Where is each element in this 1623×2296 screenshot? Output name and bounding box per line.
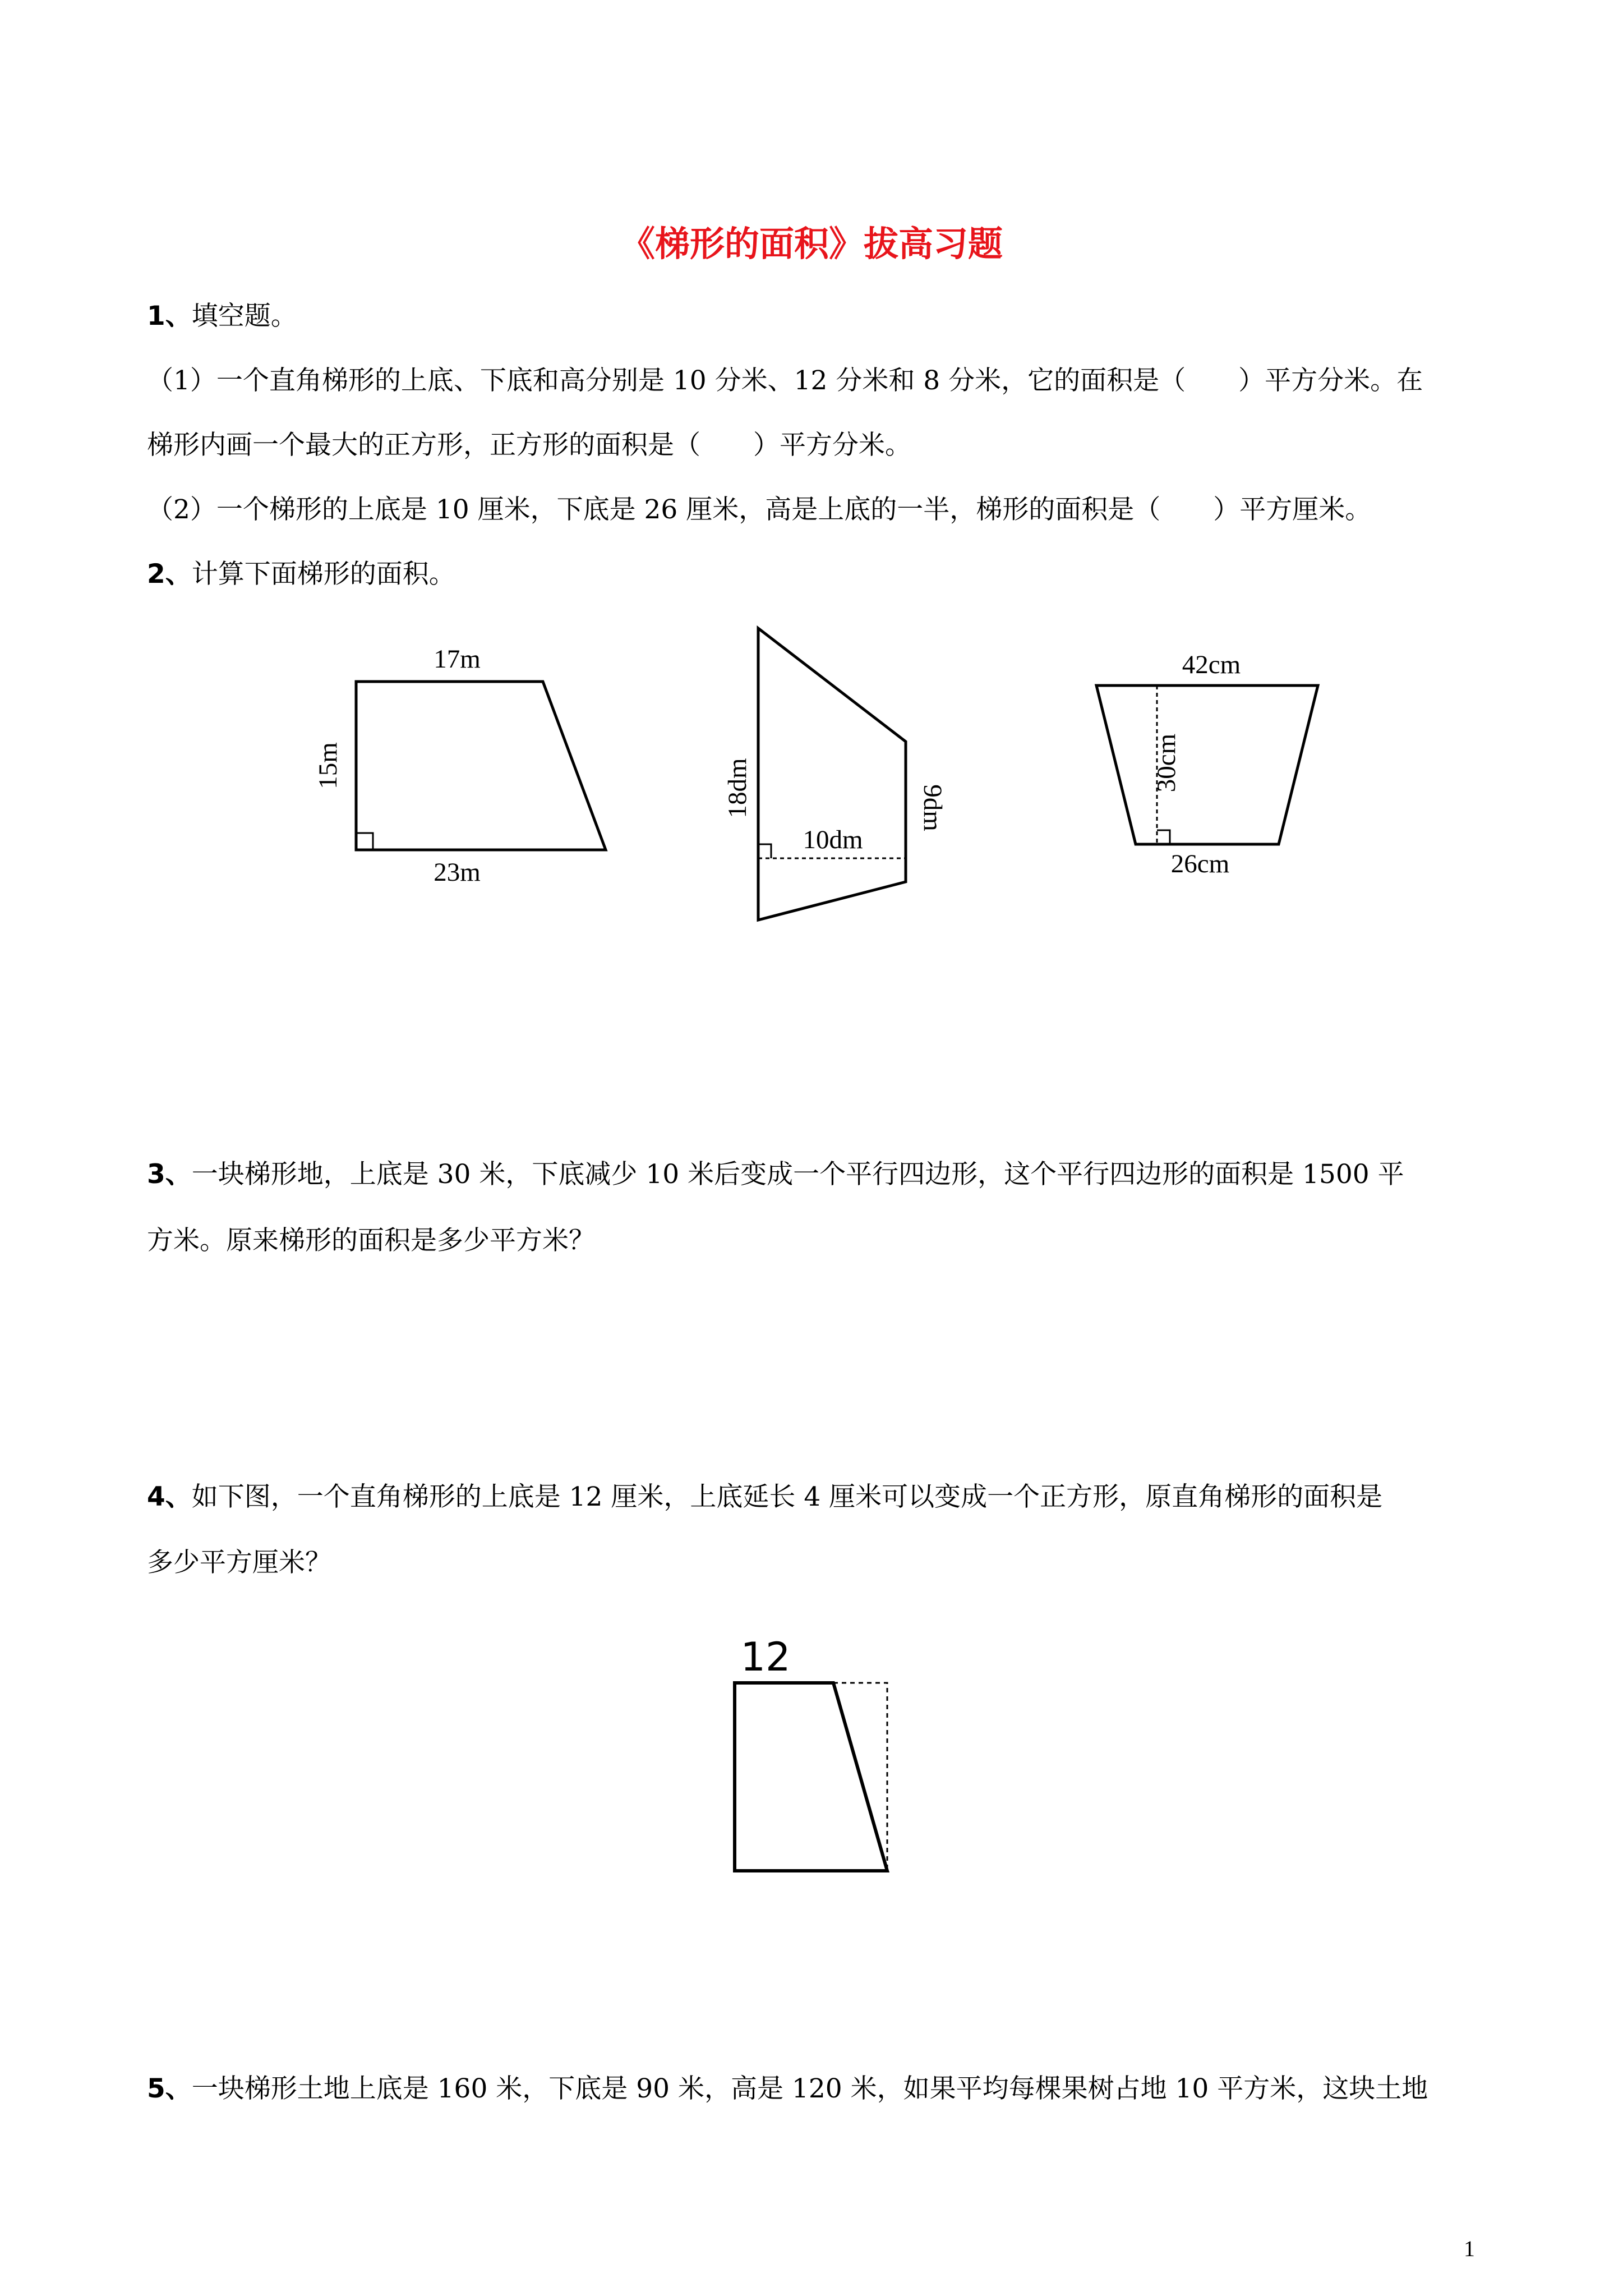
q2-heading (147, 559, 455, 590)
q2-number: 2、 (147, 559, 192, 590)
q3-line2: 方米。原来梯形的面积是多少平方米？ (147, 1225, 595, 1256)
height-label: 30cm (1152, 733, 1181, 793)
top-base-label: 17m (434, 645, 481, 674)
q4-line2: 多少平方厘米？ (147, 1547, 331, 1578)
q1-heading (147, 301, 297, 332)
q2-figure-right-trapezoid (303, 634, 617, 892)
q3-text-line1: 一块梯形地，上底是 30 米，下底减少 10 米后变成一个平行四边形，这个平行四边形的面积是 1500 平 (191, 1159, 1404, 1190)
q1-title: 填空题。 (191, 301, 297, 332)
bottom-base-label: 23m (434, 858, 481, 887)
q2-figure-isosceles-trapezoid (1088, 645, 1335, 892)
q4-number: 4、 (147, 1481, 192, 1512)
q1-part1-line2: 梯形内画一个最大的正方形，正方形的面积是（ ）平方分米。 (147, 430, 911, 461)
q4-figure-trapezoid-square (723, 1627, 903, 1890)
q4-text-line1: 如下图，一个直角梯形的上底是 12 厘米，上底延长 4 厘米可以变成一个正方形，原直角梯形的面积是 (191, 1481, 1383, 1512)
trapezoid-outline (735, 1683, 887, 1871)
right-angle-mark (1157, 830, 1170, 844)
q3-number: 3、 (147, 1159, 192, 1190)
q1-part1-line1: （1）一个直角梯形的上底、下底和高分别是 10 分米、12 分米和 8 分米，它的面积是（ ）平方分米。在 (147, 365, 1423, 396)
height-label: 15m (313, 742, 343, 789)
right-side-label: 9dm (918, 784, 947, 831)
trapezoid-outline (758, 628, 906, 920)
trapezoid-outline (356, 682, 606, 850)
q2-figure-slanted-trapezoid (718, 617, 953, 931)
q2-title: 计算下面梯形的面积。 (191, 559, 455, 590)
bottom-base-label: 26cm (1170, 849, 1230, 878)
top-base-label: 12 (740, 1634, 791, 1680)
q1-part2: （2）一个梯形的上底是 10 厘米，下底是 26 厘米，高是上底的一半，梯形的面积是（ ）平方厘米。 (147, 494, 1372, 525)
right-angle-mark (758, 844, 771, 858)
q1-number: 1、 (147, 301, 192, 332)
q3-line1 (147, 1161, 1404, 1188)
q5-number: 5、 (147, 2073, 192, 2104)
page-title: 《梯形的面积》拔高习题 (620, 223, 1003, 264)
q5-text-line1: 一块梯形土地上底是 160 米，下底是 90 米，高是 120 米，如果平均每棵果树占地 10 平方米，这块土地 (191, 2073, 1428, 2104)
top-base-label: 42cm (1182, 650, 1241, 679)
trapezoid-outline (1096, 685, 1318, 844)
middle-label: 10dm (803, 825, 863, 854)
right-angle-mark (356, 833, 373, 850)
page-number: 1 (1464, 2236, 1475, 2261)
q4-line1 (147, 1481, 1383, 1512)
q5-line1 (147, 2073, 1428, 2104)
left-side-label: 18dm (723, 758, 752, 818)
